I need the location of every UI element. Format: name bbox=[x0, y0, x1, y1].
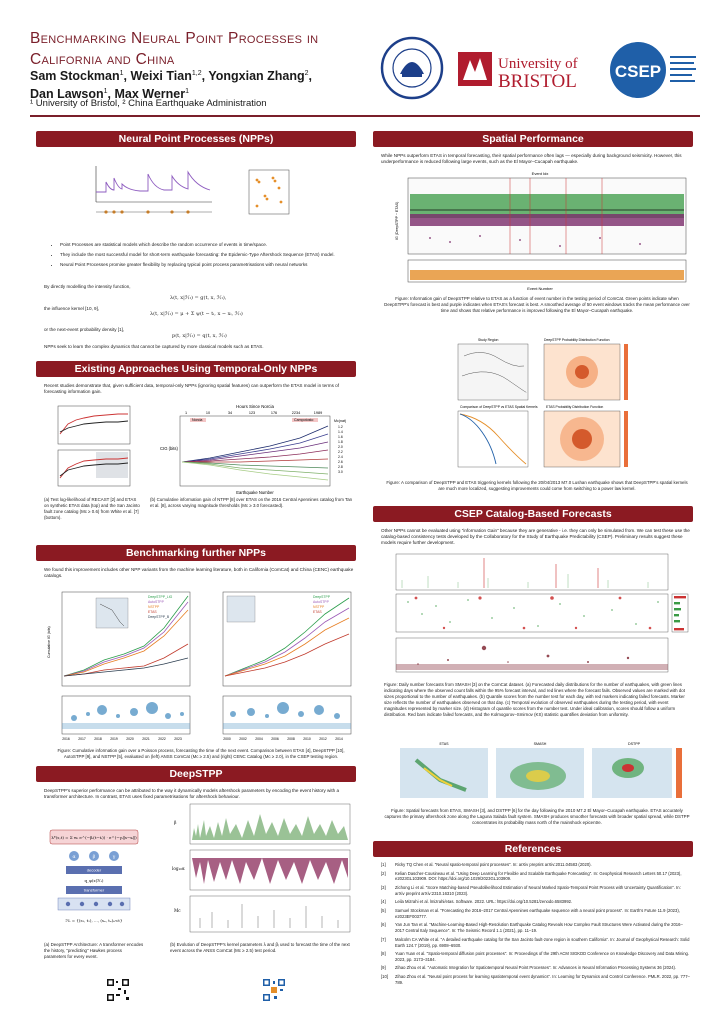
benchmark-right-legend-item: ETAS bbox=[313, 610, 322, 614]
arch-encoder-dist: q_φ(z|ℋₜ) bbox=[84, 878, 104, 883]
spatial-text: While NPPs outperform ETAS in temporal forecasting, their spatial performance often lags — especially during background seismicity. However, this underperformance is reduced following large events, such as the El Mayor–Cucapah earthquake. bbox=[381, 153, 682, 165]
benchmark-left-legend-item: NSTPP bbox=[148, 605, 160, 609]
reference-item: [1] Ricky TQ Chen et al. "Neural spatio-temporal point processes". In: arXiv preprint arXiv:2011.04583 (2020). bbox=[381, 862, 592, 867]
spatial-ig-figure bbox=[390, 170, 690, 292]
authors-line-2: Dan Lawson$^1$, Max Werner$^1$ bbox=[30, 87, 190, 102]
authors-line-1: Sam Stockman$^1$, Weixi Tian$^{1,2}$, Yongxian Zhang$^2$, bbox=[30, 69, 313, 84]
reference-item: [8] Yuan Yuan et al. "Spatio-temporal diffusion point processes". In: Proceedings of the 29th ACM SIGKDD Conference on Knowledge Discovery and Data Mining. 2023, pp. 3173–3184. bbox=[381, 951, 690, 962]
benchmark-left-year: 2018 bbox=[94, 737, 102, 741]
ntpp-xlabel: Earthquake Number bbox=[236, 490, 274, 495]
benchmark-right-year: 2008 bbox=[287, 737, 295, 741]
reference-item: [3] Zichong Li et al. "Score Matching-based Pseudolikelihood Estimation of Neural Marked Spatio-Temporal Point Process with Uncertainty Quantification". In: arXiv preprint arXiv:2310.16310 (2023). bbox=[381, 884, 681, 896]
ntpp-legend-item: 1.6 bbox=[338, 435, 343, 439]
csep-text: Other NPPs cannot be evaluated using "information Gain" because they are generative - i.e. they can only be simulated from. We can test these use the catalog-based consistency tests developed by the Collaboratory for the Study of Earthquake Predictability (CSEP). Preliminary results suggest these models require further development. bbox=[381, 528, 690, 546]
deepstpp-parameters-figure bbox=[170, 800, 355, 938]
benchmark-left-year: 2016 bbox=[62, 737, 70, 741]
npp-text-1: By directly modelling the intensity function, bbox=[44, 284, 131, 289]
npp-text-3: or the next-event probability density [1], bbox=[44, 327, 125, 332]
csep-caption-2: Figure: Spatial forecasts from ETAS, SMASH [3], and DSTPP [6] for the day following the 2010 M7.2 El Mayor–Cucapah earthquake. ETAS accurately captures the primary aftershock zone along the Laguna Salada fault system. SMASH produces smoother forecasts with broader spatial spread, while DSTPP concentrates its probability mass north of the mainshock epicentre. bbox=[384, 808, 690, 825]
benchmark-caption: Figure: Cumulative information gain over a Poisson process, forecasting the time of the next event. Comparison between ETAS [4], DeepSTPP [10], AutoSTPP [9], and NSTPP [5], evaluated on (left) ANSS ComCat (Mc ≥ 2.5) and (right) CENC Catalog (Mc ≥ 2.0), in the CSEP testing region. bbox=[57, 748, 345, 759]
csep-logo-word: CSEP bbox=[614, 62, 662, 81]
reference-item: [4] Leila Mizrahi et al. lmizrahi/etas. Software. 2022. URL: https://doi.org/10.5281/zenodo.6583992. bbox=[381, 899, 573, 905]
affiliations: ¹ University of Bristol, ² China Earthquake Administration bbox=[30, 98, 267, 109]
ntpp-cig-figure bbox=[150, 402, 355, 496]
kernel-panel-title: Comparison of DeepSTPP vs ETAS Spatial Kernels bbox=[460, 405, 538, 409]
npp-eq-1: λ(t, x|ℋₜ) = g(t, x, ℋₜ), bbox=[170, 295, 227, 301]
ntpp-top-tick: 2234 bbox=[291, 411, 301, 415]
ntpp-top-tick: 176 bbox=[270, 411, 278, 415]
benchmark-right-legend-item: NSTPP bbox=[313, 605, 325, 609]
csep-spatial-forecast-maps bbox=[396, 740, 686, 800]
benchmark-left-legend-item: DeepSTPP_B bbox=[148, 615, 170, 619]
deepstpp-architecture-figure bbox=[44, 820, 144, 938]
arch-history: ℋₜ = {(s₁, t₁), ..., (sₙ, tₙ)ₜᵢ<t} bbox=[65, 918, 123, 923]
csep-map-title: DSTPP bbox=[628, 742, 640, 746]
npp-spatial-scatter bbox=[245, 168, 291, 220]
deepstpp-caption-b: (b) Evolution of DeepSTPP's kernel parameters λ and βᵢ used to forecast the time of the next event across the ANSS ComCat (Mc ≥ 2.5) test period. bbox=[170, 942, 350, 953]
ntpp-legend-item: 1.4 bbox=[338, 430, 343, 434]
benchmark-left-year: 2023 bbox=[174, 737, 182, 741]
benchmark-text: We found this improvement includes other NPP variants from the machine learning literature, both in California (ComCat) and China (CENC) earthquake catalogs. bbox=[44, 567, 354, 579]
csep-daily-number-figure bbox=[388, 552, 690, 676]
section-npp-heading: Neural Point Processes (NPPs) bbox=[36, 131, 356, 147]
section-deepstpp-heading: DeepSTPP bbox=[36, 766, 356, 782]
ntpp-legend-item: 2.6 bbox=[338, 460, 343, 464]
csep-map-title: SMASH bbox=[533, 742, 547, 746]
arch-node: γ bbox=[112, 855, 116, 860]
qr-code-left[interactable] bbox=[106, 978, 130, 1002]
csep-caption-1: Figure: Daily number forecasts from SMASH [3] on the ComCat dataset. (a) Forecasted daily distributions for the number of earthquakes, with green lines indicating days where the observed count falls within the 95% forecast interval, and red lines where the forecast fails. Observed values are marked with dot sizes proportional to the number of earthquakes. (b) Quantile scores from the number test for each day, with red markers indicating failed forecasts. Marker size reflects the number of earthquakes observed on that day. (c) Temporal evolution of observed earthquakes during the testing period, with event magnitudes represented by marker size. (d) Histogram of quantile scores from the number test. Under ideal calibration, scores should follow a uniform distribution. Red bars indicate failed forecasts, and the Kolmogorov–Smirnov (KS) statistic quantifies deviation from uniformity. bbox=[384, 682, 685, 717]
npp-intensity-figure bbox=[88, 162, 216, 228]
section-spatial-heading: Spatial Performance bbox=[373, 131, 693, 147]
ntpp-top-axis-label: Hours Since Norcia bbox=[236, 404, 274, 409]
bristol-logo-word2: BRISTOL bbox=[498, 71, 577, 92]
benchmark-right-legend-item: DeepSTPP bbox=[313, 595, 330, 599]
ntpp-top-tick: 1 bbox=[184, 411, 188, 415]
npp-bullet-3: • Neural Point Processes promise greater flexibility by replacing typical point process parametrisations with neural networks bbox=[60, 262, 352, 268]
ntpp-tag-norcia: Norcia bbox=[192, 418, 203, 423]
bristol-logo bbox=[458, 46, 598, 92]
csep-map-title: ETAS bbox=[439, 742, 449, 746]
benchmark-left-legend-item: ETAS bbox=[148, 610, 157, 614]
reference-item: [7] Malcolm CA White et al. "A detailed earthquake catalog for the San Jacinto fault-zone region in southern California". In: Journal of Geophysical Research: Solid Earth 124.7 (2019), pp. 6908–6930. bbox=[381, 936, 690, 948]
ntpp-top-tick: 34 bbox=[227, 411, 233, 415]
existing-caption-a: (a) Test log-likelihood of RECAST [2] and ETAS on synthetic ETAS data (top) and the San Jacinto fault zone catalog (Mc ≥ 0.6) from White et al. [7] (bottom). bbox=[44, 497, 140, 520]
spatial-caption-1: Figure: Information gain of DeepSTPP relative to ETAS as a function of event number in the testing period of ComCat. Green points indicate when DeepSTPP's forecast is best and purple indicates when ETAS's forecast is best. A smoothed average of 50 event windows tracks the mean performance over time and shows that relative performance is improved following the El Mayor–Cucapah earthquake. bbox=[384, 296, 690, 313]
arch-transformer: transformer bbox=[83, 887, 105, 893]
kernel-panel-title: Study Region bbox=[478, 338, 499, 342]
arch-node: β bbox=[92, 855, 96, 860]
benchmark-left-year: 2022 bbox=[158, 737, 166, 741]
benchmark-right-year: 2000 bbox=[223, 737, 231, 741]
reference-item: [9] Zihao Zhou et al. "Automatic Integration for Spatiotemporal Neural Point Processes". In: Advances in Neural Information Processing Systems 36 (2024). bbox=[381, 965, 677, 971]
cea-logo bbox=[380, 36, 444, 100]
ntpp-top-tick: 10 bbox=[205, 411, 211, 415]
spatial-kernel-figure bbox=[448, 336, 640, 470]
benchmark-left-year: 2021 bbox=[142, 737, 150, 741]
npp-bullet-2: • They include the most successful model for short-term earthquake forecasting: the Epidemic-Type Aftershock Sequence (ETAS) model. bbox=[60, 252, 352, 258]
npp-bullets bbox=[52, 242, 352, 273]
ntpp-legend-item: 1.8 bbox=[338, 440, 343, 444]
spatial-fig-title: Event Idx bbox=[531, 171, 549, 176]
benchmark-left-legend-item: DeepSTPP_LIG bbox=[148, 595, 173, 599]
spatial-caption-2: Figure: A comparison of DeepSTPP and ETAS triggering kernels following the 20/04/2013 M7.0 Lushan earthquake shows that DeepSTPP's spatial kernels are much more localized, suggesting improvements could come from switching to a power law kernel. bbox=[386, 480, 688, 491]
ntpp-ylabel: CIG (bits) bbox=[160, 446, 178, 451]
benchmark-right-year: 2002 bbox=[239, 737, 247, 741]
deepstpp-text: DeepSTPP's superior performance can be attributed to the way it dynamically models aftershock parameters by encoding the event history with a transformer architecture. In contrast, ETAS uses fixed parametrisations for aftershock behaviour. bbox=[44, 788, 340, 800]
ntpp-legend-item: 3.0 bbox=[338, 470, 343, 474]
npp-text-2: the influence kernel [10, 9], bbox=[44, 306, 100, 311]
arch-decoder: decoder bbox=[86, 867, 102, 873]
reference-item: [10] Zihao Zhou et al. "Neural point process for learning spatiotemporal event dynamics". In: Learning for Dynamics and Control Conference. PMLR. 2022, pp. 777–789. bbox=[381, 973, 690, 985]
existing-text: Recent studies demonstrate that, given sufficient data, temporal-only NPPs (ignoring spatial features) can outperform the ETAS model in terms of forecasting information gain. bbox=[44, 383, 339, 395]
section-csep-heading: CSEP Catalog-Based Forecasts bbox=[373, 506, 693, 522]
authors bbox=[30, 66, 370, 102]
benchmark-right-year: 2004 bbox=[255, 737, 263, 741]
poster-title: Benchmarking Neural Point Processes in California and China bbox=[30, 30, 319, 68]
ntpp-top-tick: 123 bbox=[248, 411, 256, 415]
reference-item: [2] Kelian Dascher-Cousineau et al. "Using Deep Learning for Flexible and Scalable Earthquake Forecasting". In: Geophysical Research Letters 50.17 (2023), e2023GL103909. DOI: https://doi.org/10.1029/2023GL103909. bbox=[381, 870, 682, 882]
kernel-panel-title: ETAS Probability Distribution Function bbox=[546, 405, 604, 409]
header-divider bbox=[30, 115, 700, 117]
ntpp-tag-campotosto: Campotosto bbox=[294, 418, 314, 423]
benchmark-right-year: 2010 bbox=[303, 737, 311, 741]
benchmark-comcat-figure bbox=[44, 588, 194, 746]
section-existing-heading: Existing Approaches Using Temporal-Only NPPs bbox=[36, 361, 356, 377]
reference-item: [6] Yan Jun Tan et al. "Machine-Learning-Based High-Resolution Earthquake Catalog Reveals How Complex Fault Structures Were Activated during the 2016–2017 Central Italy Sequence". In: The Seismic Record 1.1 (2021), pp. 11–19. bbox=[381, 922, 683, 934]
ntpp-legend-item: 2.0 bbox=[338, 445, 343, 449]
reference-item: [5] Samuel Stockman et al. "Forecasting the 2016–2017 Central Apennines earthquake sequence with a neural point process". In: Earth's Future 11.9 (2023), e2023EF003777. bbox=[381, 907, 680, 919]
benchmark-left-legend-item: AutoSTPP bbox=[148, 600, 164, 604]
section-references-heading: References bbox=[373, 841, 693, 857]
ntpp-legend-item: 2.8 bbox=[338, 465, 343, 469]
references-list bbox=[381, 862, 691, 988]
ntpp-legend-item: 2.2 bbox=[338, 450, 343, 454]
spatial-xlabel: Event Number bbox=[527, 286, 553, 291]
recast-loglik-figure bbox=[44, 402, 134, 494]
kernel-panel-title: DeepSTPP Probability Distribution Function bbox=[544, 338, 610, 342]
npp-text-4: NPPs seek to learn the complex dynamics that cannot be captured by more classical models such as ETAS. bbox=[44, 344, 264, 349]
benchmark-right-legend-item: AutoSTPP bbox=[313, 600, 329, 604]
qr-code-right[interactable] bbox=[262, 978, 286, 1002]
benchmark-left-year: 2020 bbox=[126, 737, 134, 741]
benchmark-left-ylabel: Cumulative IG (bits) bbox=[47, 626, 51, 658]
arch-node: α bbox=[72, 855, 76, 860]
npp-eq-2: λ(t, x|ℋₜ) = μ + Σ ψ(t − tᵢ, x − xᵢ, ℋₜ) bbox=[150, 311, 243, 317]
benchmark-left-year: 2017 bbox=[78, 737, 86, 741]
benchmark-right-year: 2014 bbox=[335, 737, 343, 741]
benchmark-right-year: 2012 bbox=[319, 737, 327, 741]
spatial-ylabel: IG (DeepSTPP − ETAS) bbox=[395, 201, 399, 240]
npp-bullet-1: • Point Processes are statistical models which describe the random occurrence of events in time/space. bbox=[60, 242, 352, 248]
ntpp-legend-item: 1.2 bbox=[338, 425, 343, 429]
ntpp-legend-title: Mc(nat) bbox=[334, 419, 347, 423]
ntpp-top-tick: 1989 bbox=[313, 411, 323, 415]
npp-eq-3: p(t, x|ℋₜ) = q(t, x, ℋₜ) bbox=[172, 333, 227, 339]
param-ylabel-beta: β bbox=[174, 820, 177, 825]
ntpp-legend-item: 2.4 bbox=[338, 455, 343, 459]
section-benchmark-heading: Benchmarking further NPPs bbox=[36, 545, 356, 561]
param-ylabel-mc: Mc bbox=[174, 908, 181, 913]
param-ylabel-alpha: log₁₀α bbox=[172, 866, 185, 871]
benchmark-cenc-figure bbox=[205, 588, 355, 746]
arch-formula: λ*(s,t) = Σ wᵢ e^(−βᵢ(t−tᵢ)) · e^(−γᵢ‖s−sᵢ‖) bbox=[51, 835, 137, 840]
benchmark-right-year: 2006 bbox=[271, 737, 279, 741]
existing-caption-b: (b) Cumulative information gain of NTPP [8] over ETAS on the 2016 Central Apennines catalog from Tan et al. [8], across varying magnitude thresholds (Mc ≥ 3.0 forecasted). bbox=[150, 497, 353, 508]
benchmark-left-year: 2019 bbox=[110, 737, 118, 741]
csep-logo bbox=[608, 40, 698, 100]
deepstpp-caption-a: (a) DeepSTPP Architecture: A transformer encodes the history, "predicting" Hawkes process parameters for every event. bbox=[44, 942, 144, 959]
bristol-logo-word1: University of bbox=[498, 56, 578, 72]
